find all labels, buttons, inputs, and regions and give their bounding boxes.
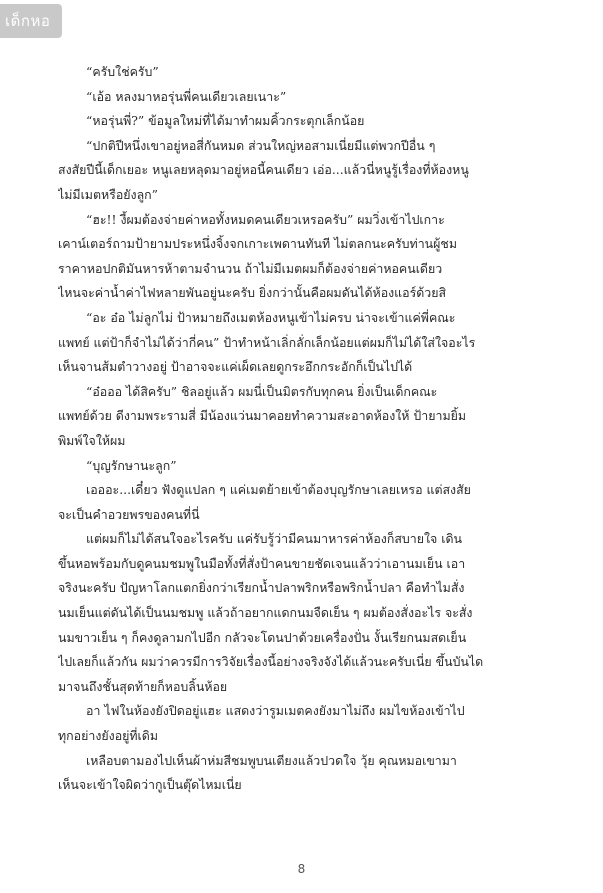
paragraph-line: ขึ้นหอพร้อมกับดูคนมชมพูในมือทั้งที่สั่งป้าคนขายชัดเจนแล้วว่าเอานมเย็น เอา: [58, 555, 466, 571]
paragraph-line: เหลือบตามองไปเห็นผ้าห่มสีชมพูบนเตียงแล้วปวดใจ วุ้ย คุณหมอเขามา: [86, 752, 457, 768]
page-number: 8: [297, 862, 306, 876]
paragraph-line: สงสัยปีนี้เด็กเยอะ หนูเลยหลุดมาอยู่หอนี้คนเดียว เอ่อ...แล้วนี่หนูรู้เรื่องที่ห้องหนู: [58, 162, 469, 178]
paragraph-line: “บุญรักษานะลูก”: [86, 457, 177, 473]
paragraph-line: ไปเลยก็แล้วกัน ผมว่าควรมีการวิจัยเรื่องนี้อย่างจริงจังได้แล้วนะครับเนี่ย ขึ้นบันได: [58, 654, 484, 670]
paragraph-line: เห็นจานส้มตำวางอยู่ ป้าอาจจะแค่เผ็ดเลยดูกระอึกกระอักก็เป็นไปได้: [58, 359, 413, 375]
paragraph-line: “เอ้อ หลงมาหอรุ่นพี่คนเดียวเลยเนาะ”: [86, 88, 287, 104]
paragraph-line: “ฮะ!! งี้ผมต้องจ่ายค่าหอทั้งหมดคนเดียวเหรอครับ” ผมวิ่งเข้าไปเกาะ: [86, 211, 445, 227]
paragraph-line: ไม่มีเมตหรือยังลูก”: [58, 186, 159, 202]
paragraph-line: แพทย์ แต่ป้าก็จำไม่ได้ว่ากี่คน” ป้าทำหน้าเลิ่กลั่กเล็กน้อยแต่ผมก็ไม่ได้ใส่ใจอะไร: [58, 334, 476, 350]
paragraph-line: ทุกอย่างยังอยู่ที่เดิม: [58, 728, 159, 744]
paragraph-line: ราคาหอปกติมันหารห้าตามจำนวน ถ้าไม่มีเมตผมก็ต้องจ่ายค่าหอคนเดียว: [58, 260, 443, 276]
running-header-label: เด็กหอ: [5, 12, 51, 30]
page-body: [58, 60, 548, 798]
paragraph-line: จะเป็นคำอวยพรของคนที่นี่: [58, 506, 200, 522]
paragraph-line: เห็นจะเข้าใจผิดว่ากูเป็นตุ๊ดไหมเนี่ย: [58, 777, 242, 793]
paragraph-line: “ปกติปีหนึ่งเขาอยู่หอสี่กันหมด ส่วนใหญ่หอสามเนี่ยมีแต่พวกปีอื่น ๆ: [86, 137, 436, 153]
paragraph-line: เอออะ...เดี๋ยว ฟังดูแปลก ๆ แค่เมตย้ายเข้าต้องบุญรักษาเลยเหรอ แต่สงสัย: [86, 482, 471, 498]
paragraph-line: มาจนถึงชั้นสุดท้ายก็หอบลิ้นห้อย: [58, 678, 228, 694]
paragraph-line: “อะ อ๋อ ไม่ลูกไม่ ป้าหมายถึงเมตห้องหนูเข้าไม่ครบ น่าจะเข้าแค่พี่คณะ: [86, 309, 456, 325]
paragraph-line: “หอรุ่นพี่?” ข้อมูลใหม่ที่ได้มาทำผมคิ้วกระตุกเล็กน้อย: [86, 113, 365, 129]
paragraph-line: แต่ผมก็ไม่ได้สนใจอะไรครับ แค่รับรู้ว่ามีคนมาหารค่าห้องก็สบายใจ เดิน: [86, 531, 462, 547]
paragraph-line: แพทย์ด้วย ดีงามพระรามสี่ มีน้องแว่นมาคอยทำความสะอาดห้องให้ ป้ายามยิ้ม: [58, 408, 467, 424]
paragraph-line: “ครับใช่ครับ”: [86, 64, 159, 79]
paragraph-line: อา ไฟในห้องยังปิดอยู่แฮะ แสดงว่ารูมเมตคงยังมาไม่ถึง ผมไขห้องเข้าไป: [86, 703, 465, 719]
paragraph-line: นมเย็นแต่ดันได้เป็นนมชมพู แล้วถ้าอยากแดกนมจืดเย็น ๆ ผมต้องสั่งอะไร จะสั่ง: [58, 605, 473, 621]
running-header-tab: [0, 4, 62, 38]
paragraph-line: จริงนะครับ ปัญหาโลกแตกยิ่งกว่าเรียกน้ำปลาพริกหรือพริกน้ำปลา คือทำไมสั่ง: [58, 580, 465, 596]
paragraph-line: พิมพ์ใจให้ผม: [58, 432, 126, 448]
paragraph-line: เคาน์เตอร์ถามป้ายามประหนึ่งจิ้งจกเกาะเพดานทันที ไม่ตลกนะครับท่านผู้ชม: [58, 236, 457, 252]
paragraph-line: “อ๋อออ ได้สิครับ” ชิลอยู่แล้ว ผมนี่เป็นมิตรกับทุกคน ยิ่งเป็นเด็กคณะ: [86, 383, 438, 399]
paragraph-line: ไหนจะค่าน้ำค่าไฟหลายพันอยู่นะครับ ยิ่งกว่านั้นคือผมดันได้ห้องแอร์ด้วยสิ: [58, 285, 447, 301]
paragraph-line: นมขาวเย็น ๆ ก็คงดูลามกไปอีก กลัวจะโดนปาด้วยเครื่องปั่น งั้นเรียกนมสดเย็น: [58, 629, 467, 645]
